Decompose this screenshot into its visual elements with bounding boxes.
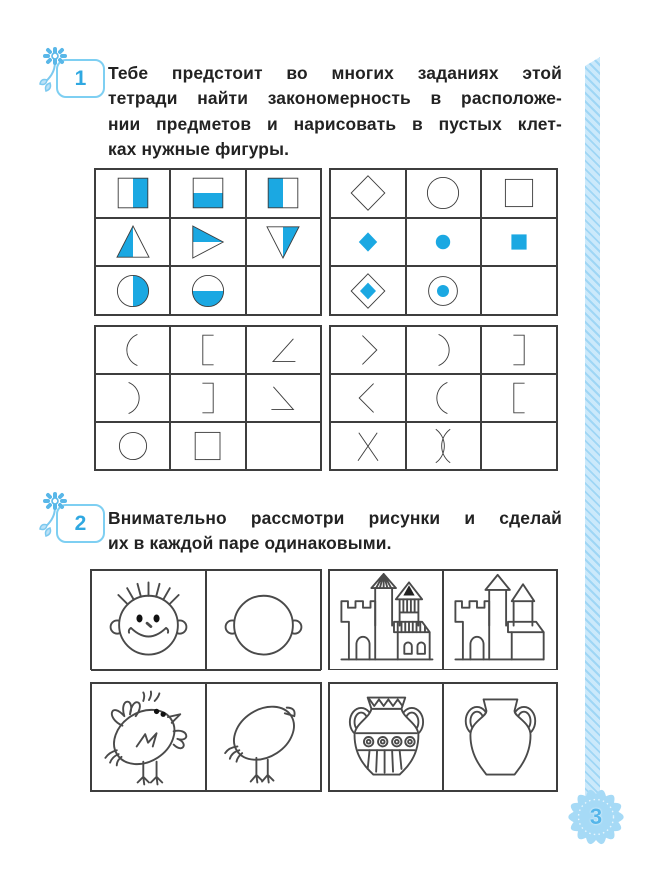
diamond-outline-cell bbox=[330, 169, 406, 218]
circle-open-cell bbox=[95, 422, 170, 470]
square-filled-cell bbox=[481, 218, 557, 267]
diamond-filled-cell bbox=[330, 218, 406, 267]
chevron-left-cell bbox=[330, 374, 406, 422]
bracket-right-cell bbox=[481, 326, 557, 374]
picture-pair-chick bbox=[90, 682, 322, 792]
task-text-line: их в каждой паре одинаковыми. bbox=[108, 533, 392, 554]
triangle-down-right-half-cell bbox=[246, 218, 321, 267]
square-open-cell bbox=[170, 422, 245, 470]
castle-detailed-picture bbox=[329, 570, 443, 670]
angle-left-cell bbox=[246, 326, 321, 374]
empty-answer-cell bbox=[246, 422, 321, 470]
page-number: 3 bbox=[589, 804, 603, 829]
pattern-grid-halves bbox=[94, 168, 322, 316]
circle-bottom-half-cell bbox=[170, 266, 245, 315]
flower-icon bbox=[38, 491, 72, 537]
empty-answer-cell bbox=[481, 422, 557, 470]
pattern-grid-chevrons bbox=[329, 325, 558, 471]
vase-decorated-picture bbox=[329, 683, 443, 791]
circle-outline-cell bbox=[406, 169, 482, 218]
circle-filled-cell bbox=[406, 218, 482, 267]
arc-left-cell bbox=[406, 374, 482, 422]
task-text-line: нии предметов и нарисовать в пустых клет- bbox=[108, 113, 562, 134]
pattern-grid-outline-filled bbox=[329, 168, 558, 316]
chick-complete-picture bbox=[91, 683, 206, 791]
task-text-line: Тебе предстоит во многих заданиях этой bbox=[108, 63, 562, 83]
arc-left-cell bbox=[95, 326, 170, 374]
square-right-half-cell bbox=[95, 169, 170, 218]
pattern-grid-arcs-brackets bbox=[94, 325, 322, 471]
picture-pair-vase bbox=[328, 682, 558, 792]
bracket-left-cell bbox=[481, 374, 557, 422]
task-2-text bbox=[108, 506, 562, 557]
face-complete-picture bbox=[91, 570, 206, 671]
arc-right-cell bbox=[95, 374, 170, 422]
square-bottom-half-cell bbox=[170, 169, 245, 218]
cross-lines-cell bbox=[330, 422, 406, 470]
circle-right-half-cell bbox=[95, 266, 170, 315]
task-1-text bbox=[108, 61, 562, 163]
chevron-right-cell bbox=[330, 326, 406, 374]
bracket-left-cell bbox=[170, 326, 245, 374]
page-number-badge bbox=[568, 789, 624, 845]
triangle-up-left-half-cell bbox=[95, 218, 170, 267]
bracket-right-cell bbox=[170, 374, 245, 422]
face-blank-picture bbox=[206, 570, 321, 671]
arc-right-cell bbox=[406, 326, 482, 374]
cross-arcs-cell bbox=[406, 422, 482, 470]
task-number: 2 bbox=[74, 511, 87, 535]
angle-right-cell bbox=[246, 374, 321, 422]
picture-pair-castle bbox=[328, 569, 558, 670]
task-text-line: тетради найти закономерность в расположе- bbox=[108, 88, 562, 109]
task-number: 1 bbox=[74, 66, 87, 90]
square-left-half-cell bbox=[246, 169, 321, 218]
task-text-line: Внимательно рассмотри рисунки и сделай bbox=[108, 508, 562, 528]
castle-plain-picture bbox=[443, 570, 557, 670]
vase-plain-picture bbox=[443, 683, 557, 791]
empty-answer-cell bbox=[481, 266, 557, 315]
empty-answer-cell bbox=[246, 266, 321, 315]
picture-pair-face bbox=[90, 569, 322, 670]
triangle-right-top-half-cell bbox=[170, 218, 245, 267]
bookmark-ribbon bbox=[585, 57, 600, 804]
task-text-line: ках нужные фигуры. bbox=[108, 139, 290, 160]
circle-nested-cell bbox=[406, 266, 482, 315]
diamond-nested-cell bbox=[330, 266, 406, 315]
flower-icon bbox=[38, 46, 72, 92]
chick-plain-picture bbox=[206, 683, 321, 791]
square-outline-cell bbox=[481, 169, 557, 218]
